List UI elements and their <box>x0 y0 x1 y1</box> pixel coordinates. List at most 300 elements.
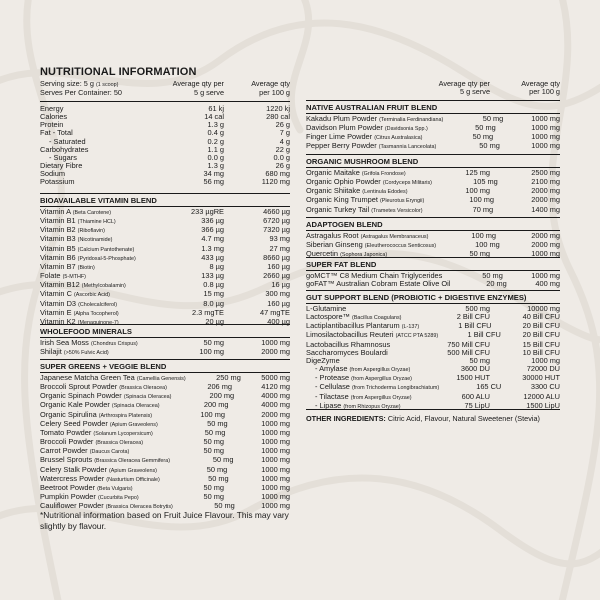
page-title: NUTRITIONAL INFORMATION <box>40 66 197 78</box>
ingredient-source-note: (Eleutherococcus Senticosus) <box>364 243 437 250</box>
ingredient-name-cell <box>306 280 450 288</box>
per100-value: 1000 mg <box>261 464 290 474</box>
ingredient-name: Organic Maitake <box>306 168 360 177</box>
serve-value: 0.2 g <box>207 136 224 146</box>
ingredient-name: Carrot Powder <box>40 446 88 456</box>
ingredient-name: Lactospore™ <box>306 312 350 322</box>
ingredient-source-note: (Brassica Oleracea) <box>95 440 144 447</box>
serve-value: 61 kj <box>208 104 224 113</box>
per100-value: 1000 mg <box>531 271 560 280</box>
per100-value: 26 g <box>275 120 290 130</box>
ingredient-name: - Tilactase <box>315 391 349 401</box>
ingredient-name: Calories <box>40 112 68 122</box>
table-row <box>40 300 290 309</box>
per100-value: 1000 mg <box>531 132 560 142</box>
ingredient-name: Energy <box>40 104 64 113</box>
serve-value: 1.3 mg <box>201 243 224 253</box>
per100-value: 0.0 g <box>273 152 290 162</box>
per100-value: 3300 CU <box>530 382 560 392</box>
ingredient-name: Vitamin A <box>40 207 71 216</box>
ingredient-source-note: (Cucurbita Pepo) <box>97 495 139 502</box>
ingredient-name: Broccoli Powder <box>40 437 94 447</box>
per100-value: 10 Bill CFU <box>522 347 560 357</box>
ingredient-name: Beetroot Powder <box>40 482 96 492</box>
ingredient-source-note: (Arthrospira Platensis) <box>98 412 153 419</box>
serving-size: Serving size: 5 g <box>40 79 94 88</box>
section-block <box>40 359 290 511</box>
per100-value: 22 g <box>275 144 290 154</box>
ingredient-name: Pepper Berry Powder <box>306 141 377 151</box>
ingredient-source-note: (Camellia Genensis) <box>136 376 186 382</box>
per100-value: 10000 mg <box>527 304 560 313</box>
ingredient-name: Organic Ophio Powder <box>306 177 381 187</box>
ingredient-source-note: (Brassica Oleracea) <box>119 385 167 392</box>
ingredient-source-note: (Ascorbic Acid) <box>73 292 110 299</box>
ingredient-name: Finger Lime Powder <box>306 132 373 142</box>
ingredient-source-note: (from Rhizopus Oryzae) <box>343 403 401 410</box>
per100-value: 20 Bill CFU <box>522 330 560 340</box>
serve-value: 50 mg <box>206 464 228 474</box>
serve-value: 500 Mill CFU <box>447 347 490 357</box>
serve-value: 4.7 mg <box>201 234 224 244</box>
ingredient-name: Vitamin C <box>40 289 72 299</box>
per100-value: 1000 mg <box>531 123 560 133</box>
per100-value: 47 mgTE <box>260 307 290 317</box>
per100-value: 2000 mg <box>531 240 560 250</box>
serve-value: 20 mg <box>486 279 507 289</box>
per100-value: 2500 mg <box>531 168 560 177</box>
table-row <box>40 121 290 129</box>
ingredient-source-note: (Trametes Versicolor) <box>371 207 423 214</box>
ingredient-name: Limosilactobacillus Reuteri <box>306 330 394 340</box>
per100-value: 26 g <box>275 161 290 171</box>
ingredient-name: Broccoli Sprout Powder <box>40 382 118 392</box>
serve-value: 600 ALU <box>461 391 490 401</box>
per100-value: 1000 mg <box>531 249 560 259</box>
ingredient-source-note: (Sophora Japonica) <box>340 252 388 259</box>
table-row <box>306 241 560 250</box>
serve-value: 70 mg <box>472 204 494 214</box>
ingredient-name: - Cellulase <box>315 382 350 392</box>
ingredient-name: Fat - Total <box>40 128 73 138</box>
per100-value: 1000 mg <box>261 473 290 483</box>
section-title: GUT SUPPORT BLEND (PROBIOTIC + DIGESTIVE ENZYMES) <box>306 291 560 304</box>
ingredient-name: DigeZyme <box>306 355 340 365</box>
ingredient-source-note: (Riboflavin) <box>77 228 105 235</box>
ingredient-source-note: (from Trichoderma Longibrachiatum) <box>351 385 440 392</box>
ingredient-source-note: (Methylcobalamin) <box>81 283 126 290</box>
ingredient-source-note: (Astragalus Membranaceus) <box>360 234 429 240</box>
serve-value: 125 mg <box>465 168 490 177</box>
ingredient-name: Organic Turkey Tail <box>306 204 370 214</box>
serve-value: 100 mg <box>475 240 500 250</box>
per100-value: 72000 DU <box>526 364 560 374</box>
table-row <box>40 178 290 186</box>
other-ingredients-label: OTHER INGREDIENTS: <box>306 414 386 423</box>
footnote: *Nutritional information based on Fruit Juice Flavour. This may vary slightly by flavour. <box>40 510 289 531</box>
right-col-per100-subheader: per 100 g <box>529 87 560 96</box>
per100-value: 1000 mg <box>531 141 560 151</box>
right-col-serve-subheader: 5 g serve <box>459 87 490 96</box>
ingredient-name: - Lipase <box>315 400 342 410</box>
section-block <box>306 257 560 288</box>
per100-value: 1000 mg <box>261 418 290 428</box>
per100-value: 4000 mg <box>261 391 290 401</box>
ingredient-source-note: (Beta Carotene) <box>72 210 112 216</box>
ingredient-name: Brussel Sprouts <box>40 455 93 465</box>
serve-value: 100 mg <box>200 409 225 419</box>
serve-value: 100 mg <box>465 186 490 196</box>
serve-value: 50 mg <box>207 418 228 428</box>
serve-value: 50 mg <box>482 114 504 123</box>
section-block <box>40 324 290 357</box>
ingredient-name: Lactiplantibacillus Plantarum <box>306 321 400 331</box>
per100-value: 27 mg <box>269 243 290 253</box>
ingredient-name: Vitamin E <box>40 307 72 317</box>
serve-value: 1.3 g <box>207 120 224 130</box>
serve-value: 50 mg <box>203 482 224 492</box>
serve-value: 34 mg <box>203 169 224 179</box>
ingredient-source-note: (Pleurotus Eryngii) <box>379 198 425 205</box>
ingredient-source-note: (Biotin) <box>77 264 95 271</box>
per100-value: 2000 mg <box>531 231 560 240</box>
per100-value: 1000 mg <box>261 427 290 437</box>
table-row <box>40 263 290 272</box>
per100-value: 1500 LipU <box>526 400 560 410</box>
ingredient-name: - Amylase <box>315 364 348 374</box>
col-serve-header: Average qty per <box>172 79 224 88</box>
section-title: ORGANIC MUSHROOM BLEND <box>306 155 560 168</box>
ingredient-name: - Saturated <box>49 136 86 146</box>
right-col-per100-header: Average qty <box>521 79 560 88</box>
ingredient-source-note: (ATCC PTA 5289) <box>395 333 439 340</box>
ingredient-name: Astragalus Root <box>306 231 359 240</box>
ingredient-name: Quercetin <box>306 249 339 259</box>
per100-value: 15 Bill CFU <box>522 339 560 349</box>
table-row <box>306 206 560 215</box>
serve-value: 50 mg <box>203 437 224 447</box>
ingredient-source-note: (Spinacia Oleracea) <box>111 403 160 410</box>
other-ingredients <box>306 409 560 423</box>
serve-value: 20 µg <box>205 316 224 326</box>
ingredient-source-note: (Apium Graveolens) <box>109 467 157 474</box>
serve-value: 50 mg <box>212 455 234 465</box>
section-title: WHOLEFOOD MINERALS <box>40 325 290 338</box>
per100-value: 160 µg <box>267 298 290 308</box>
serve-value: 8 µg <box>209 261 224 271</box>
per100-value: 2000 mg <box>261 347 290 357</box>
ingredient-source-note: (from Aspergillus Oryzae) <box>349 367 411 374</box>
ingredient-source-note: (Terminalia Ferdinandiana) <box>379 117 444 123</box>
serve-value: 250 mg <box>216 373 241 382</box>
serve-value: 50 mg <box>475 123 496 133</box>
per100-value: 1000 mg <box>261 501 290 511</box>
serve-value: 14 cal <box>204 112 224 122</box>
per100-value: 30000 HUT <box>522 373 560 383</box>
ingredient-name-cell <box>40 348 150 357</box>
serve-value: 8.0 µg <box>203 298 224 308</box>
serve-value: 200 mg <box>203 400 229 410</box>
ingredient-name: Organic Shiitake <box>306 186 361 196</box>
other-ingredients-text: Citric Acid, Flavour, Natural Sweetener (Stevia) <box>387 414 540 423</box>
per100-value: 1000 mg <box>261 437 290 447</box>
ingredient-source-note: (Beta Vulgaris) <box>97 485 133 492</box>
ingredient-name: - Sugars <box>49 152 77 162</box>
ingredient-source-note: (Spinacia Oleracea) <box>123 394 172 401</box>
serve-value: 50 mg <box>472 132 494 142</box>
serve-value: 2 Bill CFU <box>456 312 490 322</box>
ingredient-name: Organic Spinach Powder <box>40 391 122 401</box>
ingredient-name: Saccharomyces Boulardi <box>306 347 388 357</box>
per100-value: 4 g <box>279 136 290 146</box>
per100-value: 2100 mg <box>531 177 560 187</box>
ingredient-name: Carbohydrates <box>40 144 89 154</box>
serve-value: 336 µg <box>201 216 224 226</box>
ingredient-name: Japanese Matcha Green Tea <box>40 373 135 382</box>
ingredient-source-note: (Citrus Australasica) <box>374 135 423 142</box>
ingredient-source-note: (from Aspergillus Oryzae) <box>351 376 412 383</box>
per100-value: 1120 mg <box>261 177 290 187</box>
serve-value: 366 µg <box>201 225 224 235</box>
per100-value: 2000 mg <box>531 186 560 196</box>
serve-value: 50 mg <box>203 338 224 347</box>
serve-value: 3600 DU <box>460 364 490 374</box>
section-title: SUPER FAT BLEND <box>306 258 560 271</box>
per100-value: 1000 mg <box>261 338 290 347</box>
ingredient-source-note: (5-MTHF) <box>62 274 86 281</box>
table-row <box>306 393 560 402</box>
ingredient-source-note: (Daucus Carota) <box>89 449 130 456</box>
ingredient-source-note: (Cholecalciferol) <box>78 301 118 308</box>
ingredient-name-cell <box>306 142 436 151</box>
table-row <box>40 170 290 178</box>
serve-value: 1.3 g <box>207 161 224 171</box>
per100-value: 20 Bill CFU <box>522 321 560 331</box>
ingredient-source-note: (Thiamine HCL) <box>77 219 116 226</box>
per100-value: 4660 µg <box>263 207 290 216</box>
ingredient-name: Vitamin B7 <box>40 261 76 271</box>
nutrients-block <box>40 101 290 187</box>
serve-value: 133 µg <box>201 271 224 281</box>
section-block <box>306 290 560 411</box>
ingredient-name: Shilajit <box>40 347 62 357</box>
ingredient-source-note: (Tasmannia Lanceolata) <box>378 144 437 151</box>
per100-value: 680 mg <box>265 169 290 179</box>
ingredient-name: Vitamin B12 <box>40 280 80 290</box>
serve-value: 105 mg <box>473 177 498 187</box>
section-block <box>306 154 560 215</box>
table-row <box>40 162 290 170</box>
serving-size-note: (1 scoop) <box>95 82 119 88</box>
serves-per-container: Serves Per Container: 50 <box>40 88 122 97</box>
table-row <box>306 142 560 151</box>
serve-value: 500 mg <box>465 304 490 313</box>
section-title: BIOAVAILABLE VITAMIN BLEND <box>40 194 290 207</box>
serve-value: 75 LipU <box>464 400 490 410</box>
serve-value: 433 µg <box>201 252 224 262</box>
ingredient-source-note: (Brassica Oleracea Botrytis) <box>105 504 173 511</box>
per100-value: 5000 mg <box>261 373 290 382</box>
ingredient-name-cell <box>306 206 423 215</box>
ingredient-name: Vitamin B6 <box>40 252 76 262</box>
serve-value: 206 mg <box>207 382 232 392</box>
ingredient-source-note: (Brassica Oleracea Gemmifera) <box>94 458 171 465</box>
col-per100-subheader: per 100 g <box>259 88 290 97</box>
section-block <box>306 217 560 259</box>
per100-value: 8660 µg <box>263 252 290 262</box>
table-row <box>40 348 290 357</box>
ingredient-source-note: (Lentinula Edodes) <box>362 189 408 196</box>
ingredient-name: Cauliflower Powder <box>40 501 104 511</box>
serve-value: 15 mg <box>203 289 224 299</box>
per100-value: 400 µg <box>267 316 290 326</box>
serve-value: 50 mg <box>482 271 503 280</box>
table-row <box>40 339 290 348</box>
serve-value: 233 µgRE <box>190 207 224 216</box>
section-title: NATIVE AUSTRALIAN FRUIT BLEND <box>306 101 560 114</box>
ingredient-name: Potassium <box>40 177 75 187</box>
serve-value: 50 mg <box>214 501 235 511</box>
ingredient-source-note: (Nicotinamide) <box>77 237 113 244</box>
per100-value: 16 µg <box>271 280 290 290</box>
serve-value: 50 mg <box>469 355 490 365</box>
per100-value: 1000 mg <box>261 455 290 465</box>
ingredient-source-note: (Solanum Lycopersicum) <box>93 430 153 437</box>
ingredient-name: Vitamin B5 <box>40 243 76 253</box>
per100-value: 1000 mg <box>531 114 560 123</box>
ingredient-name: L-Glutamine <box>306 304 347 313</box>
serve-value: 0.8 µg <box>203 280 224 290</box>
ingredient-source-note: (Nasturtium Officinale) <box>106 476 160 483</box>
ingredient-source-note: (Calcium Pantothenate) <box>77 246 135 253</box>
ingredient-name: Dietary Fibre <box>40 161 83 171</box>
ingredient-name: Watercress Powder <box>40 473 105 483</box>
serve-value: 750 Mill CFU <box>447 339 490 349</box>
serve-value: 1.1 g <box>207 144 224 154</box>
serve-value: 50 mg <box>469 249 490 259</box>
section-title: ADAPTOGEN BLEND <box>306 218 560 231</box>
ingredient-name: Protein <box>40 120 64 130</box>
per100-value: 1000 mg <box>531 355 560 365</box>
ingredient-name: Celery Stalk Powder <box>40 464 107 474</box>
per100-value: 300 mg <box>265 289 290 299</box>
serve-value: 1 Bill CFU <box>458 321 492 331</box>
per100-value: 4000 mg <box>261 400 290 410</box>
per100-value: 1000 mg <box>261 482 290 492</box>
serve-value: 200 mg <box>209 391 235 401</box>
ingredient-name: Vitamin B2 <box>40 225 76 235</box>
ingredient-name: Pumpkin Powder <box>40 492 96 502</box>
ingredient-name: Organic Kale Powder <box>40 400 110 410</box>
ingredient-source-note: (L-137) <box>401 324 420 331</box>
ingredient-name: Kakadu Plum Powder <box>306 114 378 123</box>
per100-value: 1400 mg <box>531 204 560 214</box>
ingredient-name: Tomato Powder <box>40 427 92 437</box>
ingredient-name: Organic Spirulina <box>40 409 97 419</box>
section-title: SUPER GREENS + VEGGIE BLEND <box>40 360 290 373</box>
per100-value: 40 Bill CFU <box>522 312 560 322</box>
per100-value: 2000 mg <box>531 195 560 205</box>
ingredient-name: Folate <box>40 271 61 281</box>
ingredient-source-note: (>50% Fulvic Acid) <box>63 350 109 357</box>
serve-value: 100 mg <box>469 195 495 205</box>
per100-value: 1000 mg <box>261 492 290 502</box>
table-row <box>40 105 290 113</box>
per100-value: 1000 mg <box>261 446 290 456</box>
ingredient-name: Siberian Ginseng <box>306 240 363 250</box>
ingredient-name: Sodium <box>40 169 66 179</box>
table-row <box>40 281 290 290</box>
per100-value: 2660 µg <box>263 271 290 281</box>
ingredient-name: Vitamin D3 <box>40 298 77 308</box>
per100-value: 93 mg <box>269 234 290 244</box>
serve-value: 50 mg <box>203 492 224 502</box>
serve-value: 50 mg <box>204 427 226 437</box>
ingredient-name: Vitamin B3 <box>40 234 76 244</box>
ingredient-source-note: (Chondrus Crispus) <box>90 341 138 347</box>
ingredient-source-note: (Menaquinone-7) <box>77 319 119 326</box>
section-block <box>40 193 290 327</box>
per100-value: 7 g <box>279 128 290 138</box>
serve-value: 0.0 g <box>207 152 224 162</box>
serve-value: 50 mg <box>203 446 224 456</box>
serve-value: 1 Bill CFU <box>467 330 501 340</box>
per100-value: 6720 µg <box>263 216 290 226</box>
table-row <box>306 349 560 357</box>
per100-value: 2000 mg <box>261 409 290 419</box>
serve-value: 50 mg <box>208 473 229 483</box>
per100-value: 160 µg <box>267 261 290 271</box>
ingredient-name: Lactobacillus Rhamnosus <box>306 339 391 349</box>
right-col-serve-header: Average qty per <box>438 79 490 88</box>
serve-value: 0.4 g <box>207 128 224 138</box>
ingredient-name: Celery Seed Powder <box>40 418 108 428</box>
serve-value: 100 mg <box>199 347 224 357</box>
table-row <box>306 280 560 288</box>
serve-value: 56 mg <box>203 177 224 187</box>
serve-value: 50 mg <box>479 141 500 151</box>
ingredient-name: goMCT™ C8 Medium Chain Triglycerides <box>306 271 443 280</box>
table-row <box>40 113 290 121</box>
per100-value: 12000 ALU <box>523 391 560 401</box>
ingredient-source-note: (Apium Graveolens) <box>109 421 158 428</box>
serve-value: 1500 HUT <box>456 373 490 383</box>
ingredient-name-cell <box>40 178 150 186</box>
serve-value: 2.3 mgTE <box>191 307 224 317</box>
per100-value: 1220 kj <box>266 104 290 113</box>
ingredient-name: goFAT™ Australian Cobram Estate Olive Oil <box>306 279 451 289</box>
ingredient-name: Vitamin K2 <box>40 316 76 326</box>
serving-header <box>40 80 290 97</box>
ingredient-source-note: (from Aspergillus Oryzae) <box>350 394 412 401</box>
col-per100-header: Average qty <box>251 79 290 88</box>
per100-value: 7320 µg <box>263 225 290 235</box>
ingredient-name: Davidson Plum Powder <box>306 123 383 133</box>
serve-value: 165 CU <box>476 382 502 392</box>
ingredient-source-note: (Pyridoxal-5-Phosphate) <box>77 255 136 262</box>
ingredient-source-note: (Grifola Frondose) <box>361 171 406 177</box>
section-block <box>306 100 560 152</box>
ingredient-name: Organic King Trumpet <box>306 195 378 205</box>
ingredient-name: Irish Sea Moss <box>40 338 89 347</box>
ingredient-source-note: (Davidsonia Spp.) <box>384 126 428 133</box>
ingredient-name: Vitamin B1 <box>40 216 76 226</box>
per100-value: 4120 mg <box>261 382 290 392</box>
ingredient-name: - Protease <box>315 373 350 383</box>
col-serve-subheader: 5 g serve <box>193 88 224 97</box>
table-row <box>40 146 290 154</box>
ingredient-source-note: (Cordyceps Militaris) <box>382 180 432 187</box>
